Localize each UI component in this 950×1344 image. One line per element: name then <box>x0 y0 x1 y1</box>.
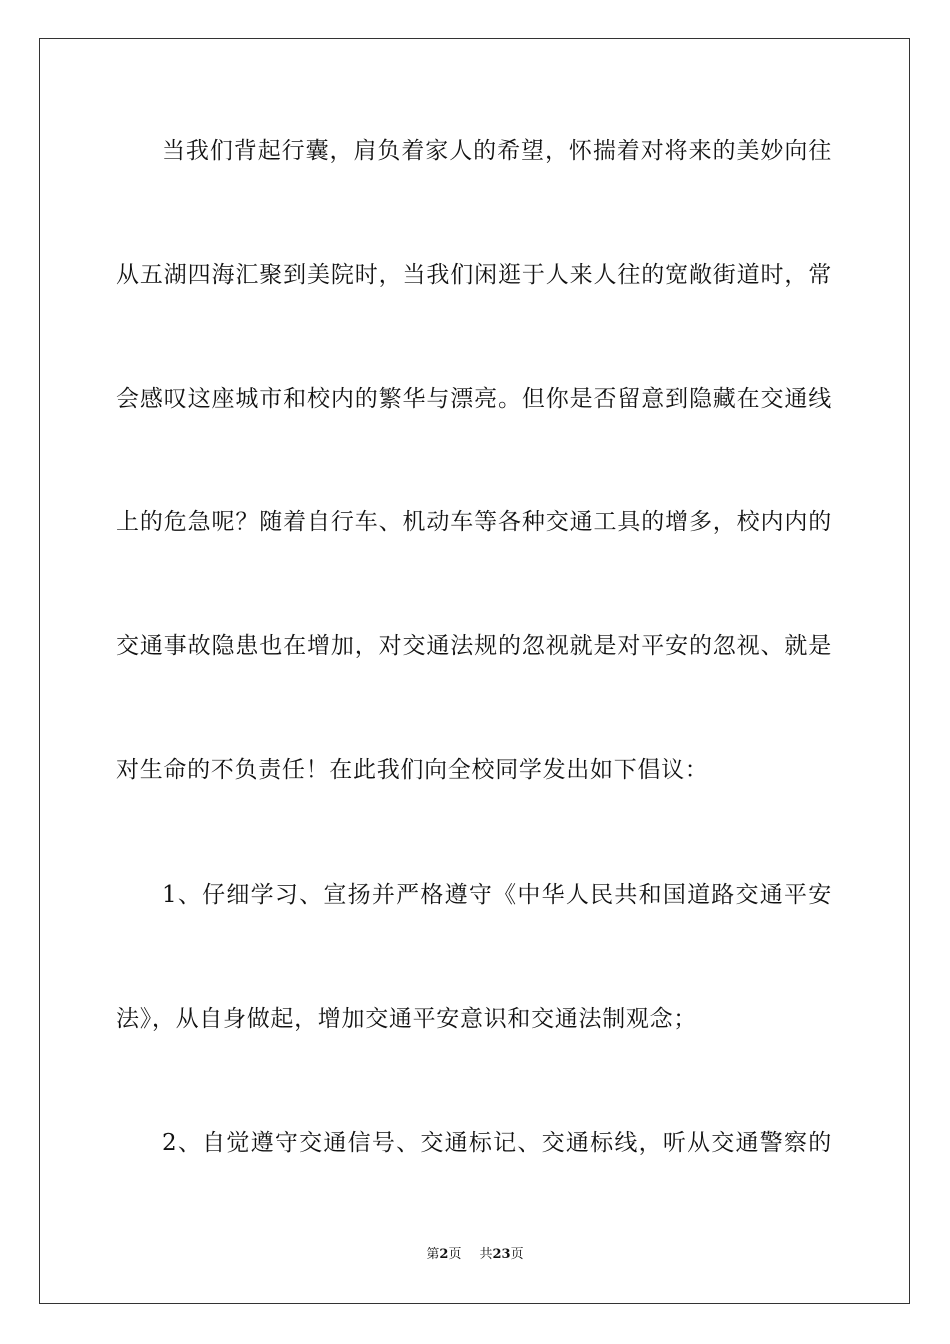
text-line-9: 2、自觉遵守交通信号、交通标记、交通标线，听从交通警察的 <box>162 1130 832 1156</box>
text-line-5: 交通事故隐患也在增加，对交通法规的忽视就是对平安的忽视、就是 <box>116 633 832 659</box>
text-line-7: 1、仔细学习、宣扬并严格遵守《中华人民共和国道路交通平安 <box>162 882 832 908</box>
total-suffix: 页 <box>510 1247 524 1262</box>
page-suffix: 页 <box>448 1247 462 1262</box>
page-prefix: 第 <box>426 1247 440 1262</box>
text-line-6: 对生命的不负责任！在此我们向全校同学发出如下倡议： <box>116 757 709 783</box>
text-line-4: 上的危急呢？随着自行车、机动车等各种交通工具的增多，校内内的 <box>116 509 832 535</box>
text-line-8: 法》，从自身做起，增加交通平安意识和交通法制观念； <box>116 1006 697 1032</box>
text-line-3: 会感叹这座城市和校内的繁华与漂亮。但你是否留意到隐藏在交通线 <box>116 386 832 412</box>
page-frame <box>39 38 910 1304</box>
page-number: 2 <box>439 1247 449 1262</box>
text-line-1: 当我们背起行囊，肩负着家人的希望，怀揣着对将来的美妙向往 <box>162 138 832 164</box>
total-prefix: 共 <box>479 1247 493 1262</box>
page-footer <box>0 1246 950 1264</box>
total-pages: 23 <box>492 1247 511 1262</box>
text-line-2: 从五湖四海汇聚到美院时，当我们闲逛于人来人往的宽敞街道时，常 <box>116 262 832 288</box>
